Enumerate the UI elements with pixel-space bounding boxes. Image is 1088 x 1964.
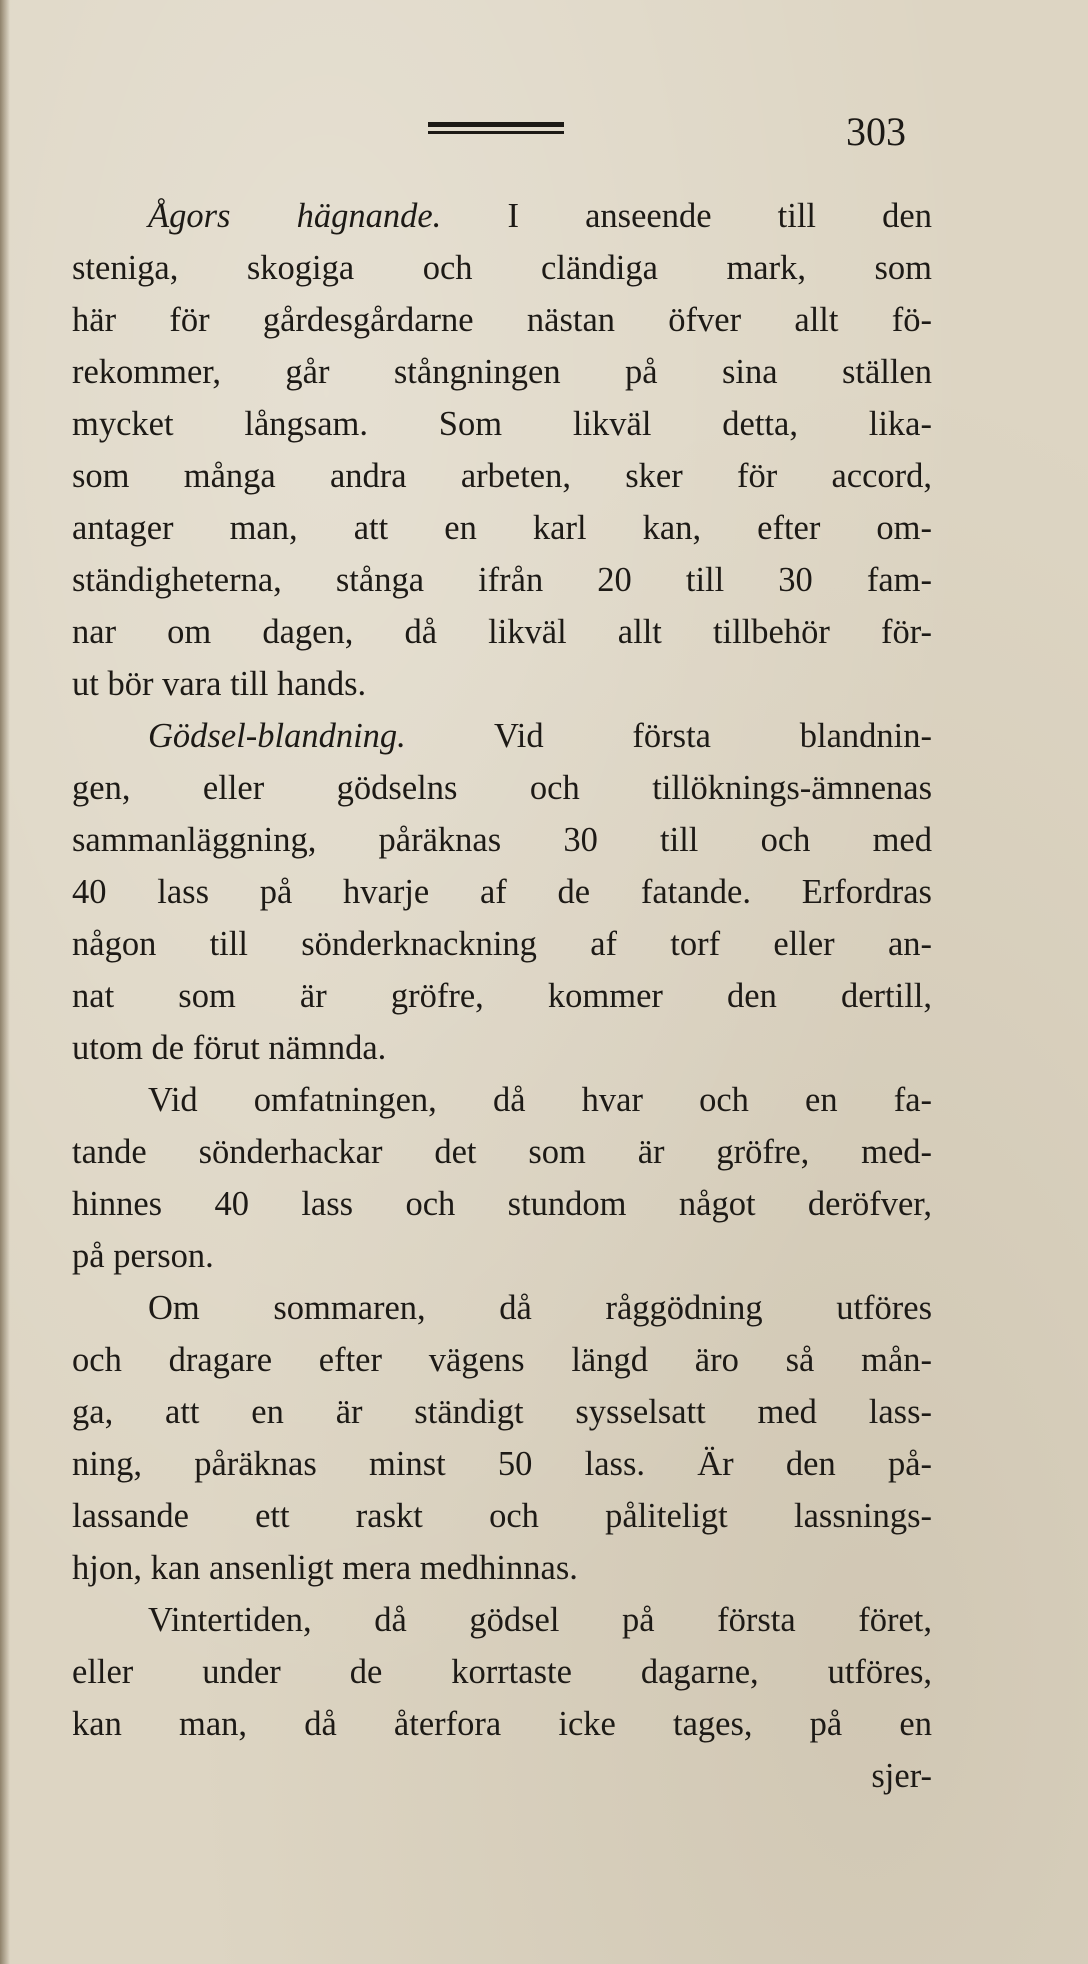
page-gutter-shadow [0, 0, 10, 1964]
text-line [72, 1074, 932, 1126]
text-line [72, 1178, 932, 1230]
body-text [72, 190, 932, 1802]
line-text: Vid omfatningen, då hvar och en fa- [148, 1081, 932, 1119]
text-line [72, 970, 932, 1022]
line-text: utom de förut nämnda. [72, 1029, 387, 1067]
line-text: lassande ett raskt och påliteligt lassnings- [72, 1497, 932, 1535]
text-line [72, 1386, 932, 1438]
line-text: eller under de korrtaste dagarne, utföres, [72, 1653, 932, 1691]
line-text: Vid första blandnin- [405, 717, 932, 755]
section-heading: Gödsel-blandning. [148, 717, 406, 755]
text-line [72, 398, 932, 450]
section-heading: Ågors hägnande. [148, 197, 442, 235]
line-text: här för gårdesgårdarne nästan öfver allt fö- [72, 301, 932, 339]
line-text: antager man, att en karl kan, efter om- [72, 509, 932, 547]
text-line [72, 1594, 932, 1646]
text-line [72, 294, 932, 346]
line-text: sammanläggning, påräknas 30 till och med [72, 821, 932, 859]
text-line [72, 1646, 932, 1698]
text-line [72, 606, 932, 658]
text-line [72, 1438, 932, 1490]
line-text: nar om dagen, då likväl allt tillbehör för- [72, 613, 932, 651]
line-text: som många andra arbeten, sker för accord, [72, 457, 932, 495]
text-line [72, 502, 932, 554]
text-line [72, 1698, 932, 1750]
text-line [72, 762, 932, 814]
text-line [72, 346, 932, 398]
line-text: gen, eller gödselns och tillöknings-ämnenas [72, 769, 932, 807]
text-line [72, 1022, 932, 1074]
text-line [72, 554, 932, 606]
line-text: ständigheterna, stånga ifrån 20 till 30 fam- [72, 561, 932, 599]
line-text: mycket långsam. Som likväl detta, lika- [72, 405, 932, 443]
text-line [72, 1490, 932, 1542]
line-text: tande sönderhackar det som är gröfre, med- [72, 1133, 932, 1171]
line-text: rekommer, går stångningen på sina ställen [72, 353, 932, 391]
text-line [72, 710, 932, 762]
page-number: 303 [846, 109, 906, 154]
text-line [72, 658, 932, 710]
text-line [72, 1282, 932, 1334]
line-text: någon till sönderknackning af torf eller an- [72, 925, 932, 963]
line-text: hjon, kan ansenligt mera medhinnas. [72, 1549, 578, 1587]
line-text: 40 lass på hvarje af de fatande. Erfordras [72, 873, 932, 911]
text-line [72, 1126, 932, 1178]
line-text: I anseende till den [441, 197, 932, 235]
line-text: Om sommaren, då råggödning utföres [148, 1289, 932, 1327]
text-line [72, 1542, 932, 1594]
text-line [72, 1334, 932, 1386]
header-double-rule [428, 122, 564, 134]
line-text: ga, att en är ständigt sysselsatt med lass- [72, 1393, 932, 1431]
line-text: ut bör vara till hands. [72, 665, 367, 703]
catchword: sjer- [871, 1757, 932, 1795]
line-text: på person. [72, 1237, 214, 1275]
line-text: kan man, då återfora icke tages, på en [72, 1705, 932, 1743]
text-line [72, 450, 932, 502]
line-text: Vintertiden, då gödsel på första föret, [148, 1601, 932, 1639]
page-header [0, 109, 1088, 154]
line-text: nat som är gröfre, kommer den dertill, [72, 977, 932, 1015]
text-line [72, 190, 932, 242]
text-line [72, 866, 932, 918]
text-line [72, 242, 932, 294]
line-text: steniga, skogiga och cländiga mark, som [72, 249, 932, 287]
line-text: och dragare efter vägens längd äro så mån- [72, 1341, 932, 1379]
line-text: ning, påräknas minst 50 lass. Är den på- [72, 1445, 932, 1483]
text-line [72, 918, 932, 970]
line-text: hinnes 40 lass och stundom något deröfver, [72, 1185, 932, 1223]
text-line [72, 1230, 932, 1282]
text-line [72, 814, 932, 866]
